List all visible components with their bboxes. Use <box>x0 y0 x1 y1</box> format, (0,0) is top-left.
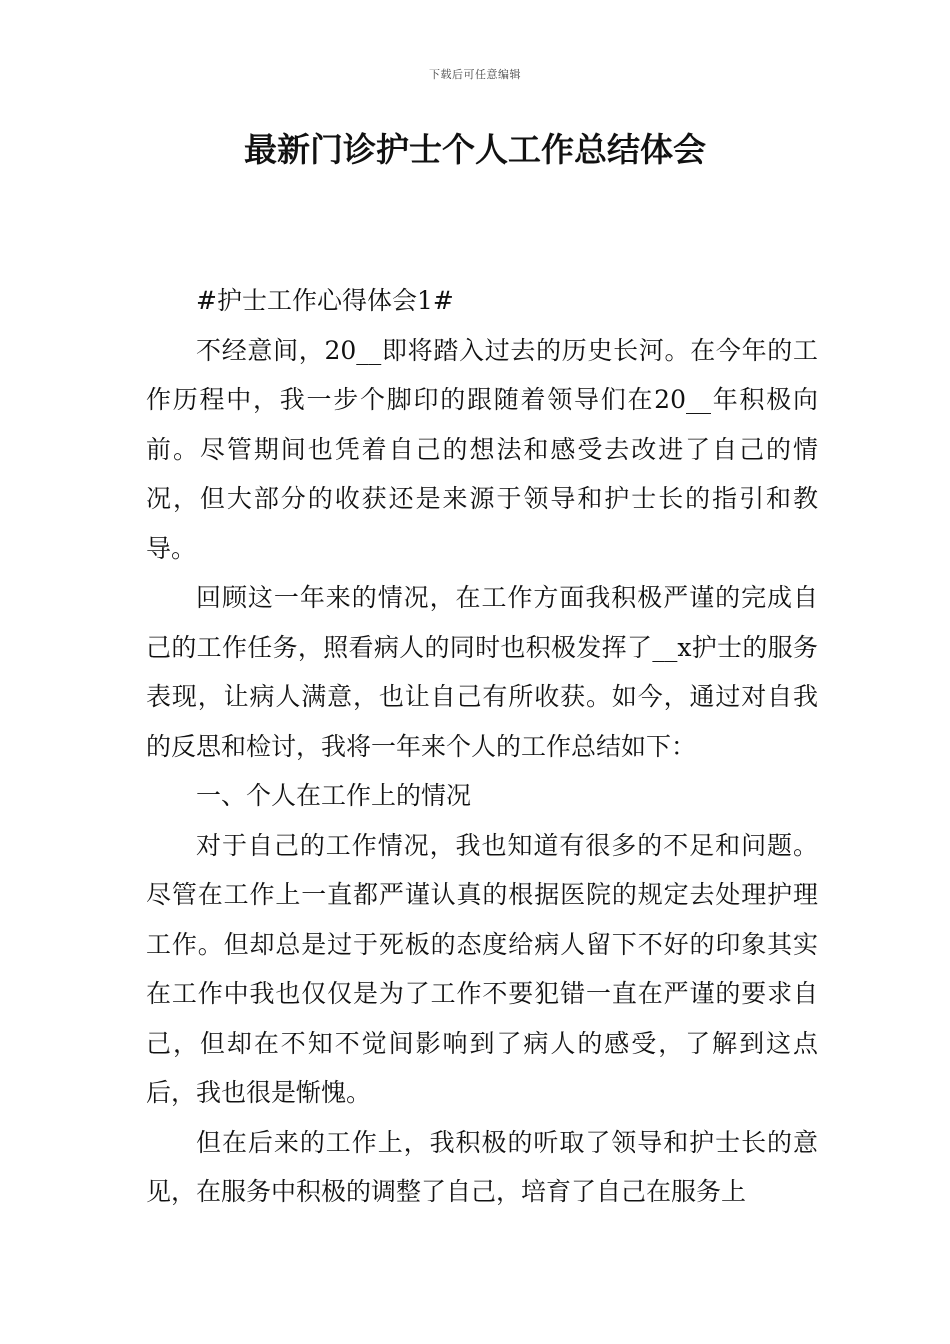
section-heading: #护士工作心得体会1# <box>196 286 454 315</box>
document-title: 最新门诊护士个人工作总结体会 <box>244 130 706 169</box>
paragraph: 回顾这一年来的情况，在工作方面我积极严谨的完成自己的工作任务，照看病人的同时也积极发挥了__x护士的服务表现，让病人满意，也让自己有所收获。如今，通过对自我的反思和检讨，我将一年来个人的工作总结如下： <box>146 583 818 761</box>
paragraph: 对于自己的工作情况，我也知道有很多的不足和问题。尽管在工作上一直都严谨认真的根据医院的规定去处理护理工作。但却总是过于死板的态度给病人留下不好的印象其实在工作中我也仅仅是为了工作不要犯错一直在严谨的要求自己，但却在不知不觉间影响到了病人的感受，了解到这点后，我也很是惭愧。 <box>146 830 818 1107</box>
section-heading: 一、个人在工作上的情况 <box>196 781 472 810</box>
paragraph: 不经意间，20__即将踏入过去的历史长河。在今年的工作历程中，我一步个脚印的跟随着领导们在20__年积极向前。尽管期间也凭着自己的想法和感受去改进了自己的情况，但大部分的收获还是来源于领导和护士长的指引和教导。 <box>146 335 818 563</box>
header-note: 下载后可任意编辑 <box>429 68 521 81</box>
document-body <box>146 276 818 1217</box>
paragraph: 但在后来的工作上，我积极的听取了领导和护士长的意见，在服务中积极的调整了自己，培育了自己在服务上 <box>146 1127 818 1206</box>
